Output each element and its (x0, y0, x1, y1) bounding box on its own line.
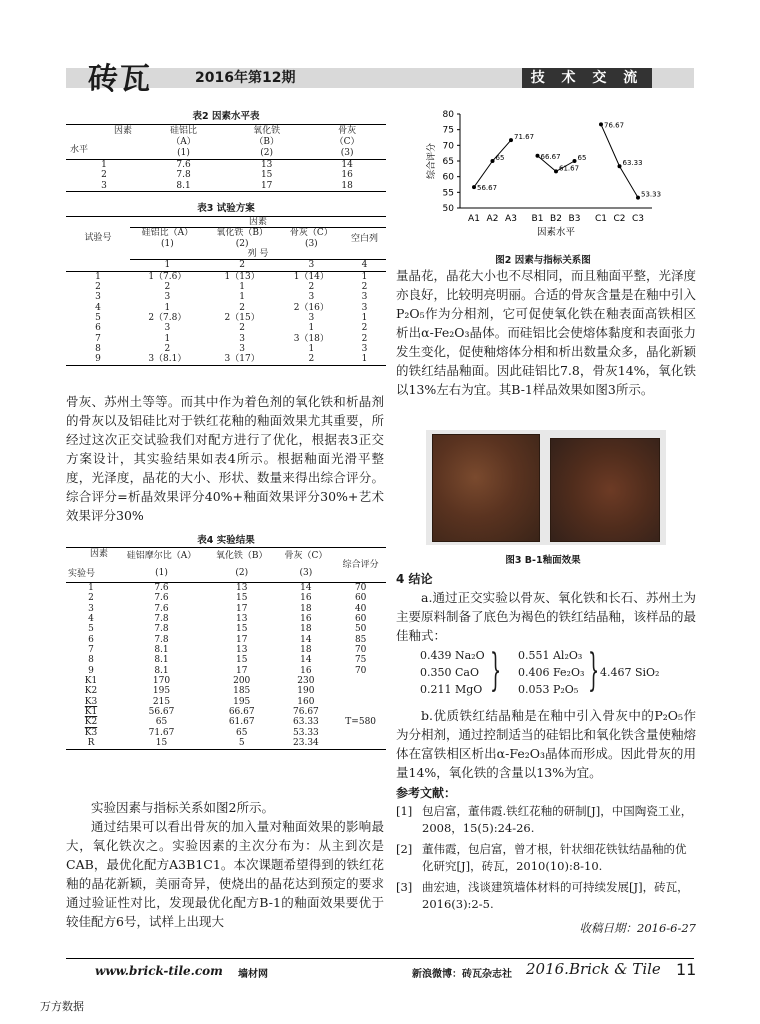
y-tick-label: 50 (442, 204, 454, 214)
paragraph-text: 通过结果可以看出骨灰的加入量对釉面效果的影响最大，氧化铁次之。实验因素的主次分布为：从主到次是CAB，最优化配方A3B1C1。本次课题希望得到的铁红花釉的晶花新颖，美丽奇异，使烧出的晶花达到预定的要求通过验证性对比，发现最优化配方B-1的釉面效果要优于较佳配方6号，试样上出现大 (66, 819, 384, 929)
col-head: (2) (235, 568, 249, 579)
formula-term: 4.467 SiO₂ (600, 666, 660, 679)
col-head: (1) (177, 148, 190, 159)
y-tick-label: 75 (442, 125, 454, 136)
journal-logo: 砖瓦 (88, 62, 152, 97)
figure2-chart (420, 104, 666, 254)
cell: 7.6 (176, 160, 191, 170)
table-row: K1 56.67 66.67 76.67 T=580 (66, 707, 386, 717)
data-label-B: 65 (577, 154, 587, 162)
y-tick-label: 55 (442, 188, 454, 199)
data-point-C (618, 164, 622, 168)
x-tick-label: C2 (613, 214, 626, 224)
footer-site: 墙材网 (238, 969, 268, 980)
footer-rule (66, 958, 694, 959)
cell: 2 (101, 170, 107, 181)
x-tick-label: A1 (468, 214, 480, 224)
col-head: (3) (304, 238, 318, 249)
paragraph-text: b.优质铁红结晶釉是在釉中引入骨灰中的P₂O₅作为分相剂，通过控制适当的硅铝比和氧化铁含量使釉熔体在富铁相区析出α-Fe₂O₃晶体而形成。因此骨灰的用量14%，氧化铁的含量以13%为宜。 (396, 708, 697, 780)
page-number: 11 (676, 960, 697, 979)
conclusion-a (396, 588, 696, 645)
table-row: 6 7.8 17 14 85 (88, 634, 367, 645)
col-head: （B） (254, 136, 279, 147)
data-point-C (636, 196, 640, 200)
data-label-C: 63.33 (622, 159, 643, 168)
paragraph-text: a.通过正交实验以骨灰、氧化铁和长石、苏州土为主要原料制备了底色为褐色的铁红结晶釉，该样品的最佳釉式： (396, 590, 697, 643)
data-label-B: 66.67 (540, 152, 561, 161)
table3-caption: 表3 试验方案 (197, 203, 255, 214)
formula-term: 0.211 MgO (420, 683, 483, 696)
table4-caption: 表4 实验结果 (197, 535, 255, 546)
received-date: 收稿日期：2016-6-27 (579, 921, 696, 935)
col-head: 硅铝比（A） (141, 228, 194, 239)
col-head: 空白列 (351, 233, 379, 244)
x-tick-label: A2 (486, 214, 499, 224)
cell: 3 (101, 180, 107, 191)
col-num: 2 (239, 260, 245, 271)
x-tick-label: B3 (568, 214, 581, 224)
data-label-A: 65 (495, 154, 505, 162)
table-row: K2 195 185 190 (84, 686, 315, 697)
cell: 8.1 (176, 180, 191, 191)
figure2-caption: 图2 因素与指标关系图 (495, 255, 591, 266)
table-row: 5 2（7.8） 2（15） 3 1 (95, 313, 368, 324)
table4 (66, 547, 386, 750)
cell: 1 (101, 160, 107, 170)
corner-factor: 因素 (90, 549, 109, 559)
data-label-A: 56.67 (477, 184, 498, 193)
corner-level: 水平 (70, 145, 89, 155)
y-tick-label: 70 (442, 141, 454, 152)
issue-label: 2016年第12期 (195, 70, 296, 86)
references-heading: 参考文献： (396, 786, 457, 800)
table3 (66, 216, 386, 366)
data-point-A (491, 159, 495, 163)
formula-term: 0.551 Al₂O₃ (518, 649, 583, 662)
glaze-tile-right (550, 438, 660, 542)
data-label-C: 76.67 (604, 121, 625, 130)
data-point-B (573, 159, 577, 163)
col-head: 氧化铁（B） (215, 551, 268, 562)
glaze-formula (420, 647, 690, 703)
table-row: 4 7.8 13 16 60 (88, 614, 367, 625)
col-head: 综合评分 (342, 559, 379, 570)
table2 (66, 124, 386, 192)
table-row: 8 2 3 1 3 (95, 344, 368, 355)
table-row: K3 215 195 160 (84, 696, 315, 707)
total-cell: T=580 (345, 717, 377, 728)
col-head: 骨灰（C） (284, 551, 328, 562)
col-head: 氧化铁（B） (216, 228, 268, 239)
table-row: K2 65 61.67 63.33 (84, 717, 319, 728)
col-head: 硅铝比 (170, 125, 198, 136)
paragraph-text: 实验因素与指标关系如图2所示。 (91, 800, 274, 815)
conclusion-heading: 4 结论 (396, 572, 433, 586)
table-row: 2 7.6 15 16 60 (88, 593, 367, 604)
table-row: 1 7.6 13 14 70 (88, 583, 367, 593)
figure3-caption: 图3 B-1釉面效果 (505, 555, 581, 566)
data-point-A (509, 138, 513, 142)
conclusion-b (396, 706, 696, 782)
x-tick-label: C1 (594, 214, 608, 224)
table-row: 9 3（8.1） 3（17） 2 1 (66, 354, 386, 365)
table-row: 2 2 1 2 2 (95, 282, 368, 293)
col-head: (2) (235, 238, 249, 249)
col-num: 1 (164, 260, 171, 271)
reference-item: [1] 包启富，董伟霞.铁红花釉的研制[J]，中国陶瓷工业，2008，15(5):24-26. (396, 804, 693, 835)
data-label-C: 53.33 (641, 190, 662, 199)
cell: 16 (341, 170, 353, 181)
y-tick-label: 60 (442, 172, 454, 183)
colno-head: 列 号 (130, 249, 386, 260)
col-head: 骨灰 (338, 125, 357, 136)
data-point-C (599, 122, 603, 126)
col-num: 4 (361, 260, 368, 271)
table-row: 5 7.8 15 18 50 (88, 624, 367, 635)
col-head: （A） (171, 136, 196, 147)
table-row: R 15 5 23.34 (66, 738, 386, 749)
footer-brand: 2016.Brick & Tile (526, 960, 661, 978)
section-label: 技 术 交 流 (522, 68, 652, 88)
glaze-tile-left (432, 434, 540, 542)
col-head: 骨灰（C） (289, 228, 333, 239)
data-point-A (472, 185, 476, 189)
table4-corner (66, 548, 116, 583)
table-row: 7 1 3 3（18） 2 (95, 333, 368, 344)
table-row: K1 170 200 230 (84, 676, 315, 687)
factor-head: 因素 (130, 217, 386, 228)
y-tick-label: 65 (442, 157, 454, 167)
reference-item: [2] 董伟霞，包启富，曾才根，针状细花铁钛结晶釉的优化研究[J]，砖瓦，2010(10):8-10. (396, 842, 687, 873)
cell: 14 (341, 160, 353, 170)
cell: 17 (260, 180, 273, 191)
data-label-B: 61.67 (559, 164, 580, 173)
col-head: (3) (299, 568, 313, 579)
data-label-A: 71.67 (514, 133, 535, 142)
data-point-B (536, 154, 540, 158)
table-row: K3 71.67 65 53.33 (84, 727, 319, 738)
table2-corner (66, 125, 142, 160)
col-head: (3) (340, 148, 354, 159)
data-point-B (554, 169, 558, 173)
corner-trial: 实验号 (68, 569, 96, 579)
series-line-A (474, 140, 511, 187)
table-row: 7 8.1 13 18 70 (88, 645, 367, 656)
brace-icon: } (588, 645, 600, 696)
y-axis-label: 综合评分 (427, 142, 437, 180)
left-paragraph-1 (66, 392, 384, 525)
table-row: 1 1（7.6） 1（13） 1（14） 1 (95, 271, 368, 282)
paragraph-text: 量晶花，晶花大小也不尽相同，而且釉面平整，光泽度亦良好，比较明亮明丽。合适的骨灰含量是在釉中引入P₂O₅作为分相剂，它可促使氧化铁在釉表面高铁相区析出α-Fe₂O₃晶体。而硅铝比会使熔体黏度和表面张力发生变化，促使釉熔体分相和析出数量众多，晶化新颖的铁红结晶釉面。因此硅铝比7.8，骨灰14%，氧化铁以13%左右为宜。其B-1样品效果如图3所示。 (396, 268, 697, 397)
table-row: 9 8.1 17 16 70 (88, 665, 367, 676)
figure3-photo (426, 430, 666, 545)
col-head: (2) (260, 148, 274, 159)
x-tick-label: B2 (550, 214, 562, 224)
cell: 13 (260, 160, 273, 170)
paragraph-text: 骨灰、苏州土等等。而其中作为着色剂的氧化铁和析晶剂的骨灰以及铝硅比对于铁红花釉的釉面效果尤其重要，所经过这次正交试验我们对配方进行了优化，根据表3正交方案设计，其实验结果如表4所示。根据釉面光滑平整度，光泽度，晶花的大小、形状、数量来得出综合评分。综合评分=析晶效果评分40%+釉面效果评分30%+艺术效果评分30% (66, 394, 384, 523)
y-tick-label: 80 (442, 110, 454, 120)
brace-icon: } (490, 645, 502, 696)
table2-caption: 表2 因素水平表 (192, 111, 260, 122)
table-row: 8 8.1 15 14 75 (88, 655, 367, 666)
col-head: （C） (334, 136, 360, 147)
col-head: 硅铝摩尔比（A） (126, 551, 197, 562)
table-row: 4 1 2 2（16） 3 (95, 302, 368, 313)
footer-url[interactable]: www.brick-tile.com (95, 964, 223, 978)
x-axis-label: 因素水平 (536, 227, 576, 238)
formula-term: 0.350 CaO (420, 666, 479, 679)
formula-term: 0.053 P₂O₅ (518, 683, 579, 696)
x-tick-label: B1 (531, 214, 544, 224)
formula-term: 0.406 Fe₂O₃ (518, 666, 585, 679)
col-head: 氧化铁 (253, 125, 281, 136)
x-tick-label: A3 (505, 214, 517, 224)
watermark: 万方数据 (40, 1000, 84, 1013)
right-paragraph-1 (396, 266, 696, 399)
reference-item: [3] 曲宏迪，浅谈建筑墙体材料的可持续发展[J]，砖瓦，2016(3):2-5. (396, 880, 689, 911)
formula-term: 0.439 Na₂O (420, 649, 485, 662)
trial-head: 试验号 (84, 233, 112, 244)
corner-factor: 因素 (114, 126, 133, 136)
footer-weibo: 新浪微博：砖瓦杂志社 (412, 969, 512, 980)
table-row: 6 3 2 1 2 (95, 323, 368, 334)
x-tick-label: C3 (631, 214, 645, 224)
cell: 18 (341, 180, 353, 191)
col-head: (1) (160, 238, 174, 249)
col-head: (1) (155, 568, 168, 579)
col-num: 3 (308, 260, 315, 271)
table-row: 3 7.6 17 18 40 (88, 603, 367, 614)
left-paragraph-2 (66, 798, 384, 931)
cell: 15 (260, 170, 273, 181)
cell: 7.8 (176, 170, 191, 181)
table-row: 3 3 1 3 3 (95, 292, 368, 303)
